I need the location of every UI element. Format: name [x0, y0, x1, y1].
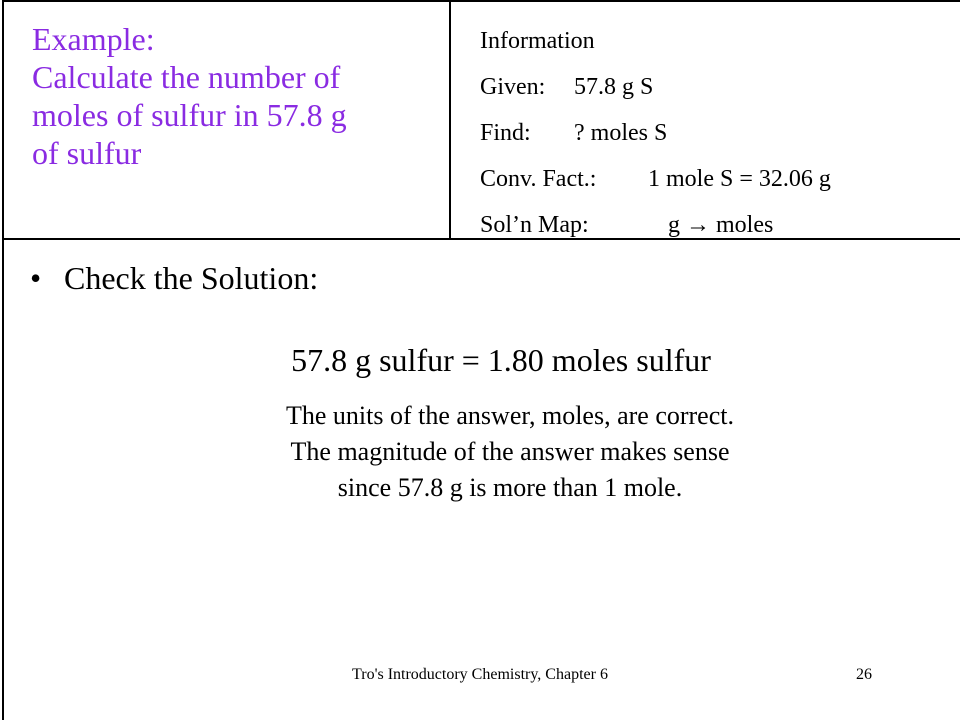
page-number: 26 — [856, 666, 872, 683]
find-label: Find: — [480, 120, 531, 146]
explanation-line: The magnitude of the answer makes sense — [290, 437, 730, 466]
find-value: ? moles S — [574, 120, 668, 146]
given-value: 57.8 g S — [574, 74, 654, 100]
example-heading: Example: — [32, 21, 155, 57]
conversion-factor-label: Conv. Fact.: — [480, 166, 597, 192]
given-label: Given: — [480, 74, 546, 100]
top-border — [2, 0, 960, 2]
explanation-line: since 57.8 g is more than 1 mole. — [337, 473, 683, 502]
vertical-divider — [449, 0, 451, 240]
example-line: of sulfur — [32, 135, 142, 171]
info-map-row — [480, 202, 831, 248]
information-box — [480, 18, 831, 248]
explanation-line: The units of the answer, moles, are correct. — [285, 401, 734, 430]
solution-map-label: Sol’n Map: — [480, 212, 589, 238]
info-given-row — [480, 64, 831, 110]
example-box — [32, 20, 432, 172]
explanation — [0, 398, 960, 506]
bullet-text: Check the Solution: — [64, 260, 319, 296]
example-line: Calculate the number of — [32, 59, 341, 95]
info-conv-row — [480, 156, 831, 202]
result-equation: 57.8 g sulfur = 1.80 moles sulfur — [291, 342, 711, 378]
info-find-row — [480, 110, 831, 156]
bullet-point — [30, 258, 318, 298]
example-line: moles of sulfur in 57.8 g — [32, 97, 347, 133]
footer-source: Tro's Introductory Chemistry, Chapter 6 — [352, 666, 608, 683]
bullet-icon: • — [30, 260, 42, 296]
solution-map-value: g → moles — [668, 212, 774, 238]
info-title: Information — [480, 28, 595, 54]
conversion-factor-value: 1 mole S = 32.06 g — [648, 166, 831, 192]
